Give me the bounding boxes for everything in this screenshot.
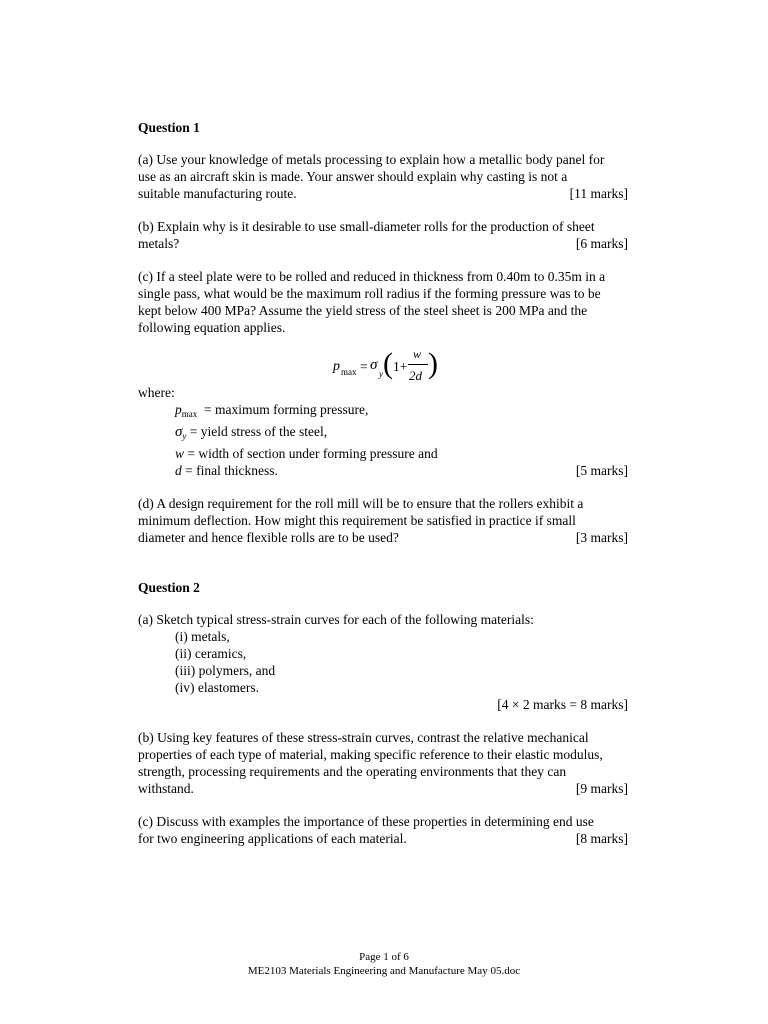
page-footer [0,950,768,978]
formula-left-paren: ( [383,347,393,380]
q1c-marks: [5 marks] [575,463,628,478]
q2-part-c [138,813,628,847]
q1a-marks: [11 marks] [569,186,628,201]
formula-max: max [341,367,357,377]
q1d-last-row [138,529,628,546]
formula-fraction-bar [408,364,428,365]
q1d-line-1: (d) A design requirement for the roll mill will be to ensure that the rollers exhibit a [138,496,584,511]
q2-part-b [138,729,628,797]
q1d-line-3: diameter and hence flexible rolls are to be used? [138,530,399,545]
q2b-line-1: (b) Using key features of these stress-strain curves, contrast the relative mechanical [138,730,589,745]
material-item: (ii) ceramics, [175,646,247,661]
formula-y: y [379,369,383,379]
document-filename: ME2103 Materials Engineering and Manufacture May 05.doc [247,965,521,977]
q2a-material-list [138,628,628,696]
formula-equals: = [360,359,368,374]
def-w-symbol: w [175,446,185,461]
def-d-symbol: d [175,463,182,478]
def-pmax-subscript: max [181,409,198,419]
q2b-last-row [138,780,628,797]
def-sigma-text: = yield stress of the steel, [186,424,328,439]
question-2-title: Question 2 [138,580,200,595]
q1-part-d [138,495,628,546]
q1b-marks: [6 marks] [575,236,628,251]
q1c-line-4: following equation applies. [138,320,286,335]
where-label: where: [138,385,175,400]
def-d-text: = final thickness. [181,463,278,478]
def-pmax [175,401,628,423]
formula-denominator: 2d [409,368,422,383]
material-item: (i) metals, [175,629,230,644]
formula-right-paren: ) [428,347,438,380]
q1c-line-3: kept below 400 MPa? Assume the yield stress of the steel sheet is 200 MPa and the [138,303,588,318]
q1b-line-1: (b) Explain why is it desirable to use small-diameter rolls for the production of sheet [138,219,595,234]
q1a-line-2: use as an aircraft skin is made. Your answer should explain why casting is not a [138,169,568,184]
q2-part-a [138,611,628,713]
q1d-line-2: minimum deflection. How might this requirement be satisfied in practice if small [138,513,576,528]
formula-p: p [333,359,340,374]
q1c-line-1: (c) If a steel plate were to be rolled and reduced in thickness from 0.40m to 0.35m in a [138,269,606,284]
q2a-marks: [4 × 2 marks = 8 marks] [497,697,628,712]
def-pmax-text: = maximum forming pressure, [197,402,369,417]
def-d [175,462,278,479]
q1c-line-2: single pass, what would be the maximum roll radius if the forming pressure was to be [138,286,601,301]
question-1-title: Question 1 [138,120,200,135]
q1a-line-3: suitable manufacturing route. [138,186,297,201]
q2b-line-4: withstand. [138,781,194,796]
max-pressure-formula [138,346,628,386]
q1d-marks: [3 marks] [575,530,628,545]
def-pmax-symbol: p [175,402,182,417]
def-w-text: = width of section under forming pressure and [184,446,438,461]
material-item: (iv) elastomers. [175,680,259,695]
def-sigma-symbol: σ [175,424,183,440]
q1-part-b [138,218,628,252]
def-sigma-subscript: y [182,431,187,441]
q2c-line-1: (c) Discuss with examples the importance of these properties in determining end use [138,814,594,829]
page-number: Page 1 of 6 [359,951,409,963]
q1b-line-2: metals? [138,236,180,251]
def-sigma [175,423,628,445]
variable-definitions [138,401,628,479]
formula-one-plus: 1+ [393,359,408,374]
q1-part-a [138,151,628,202]
q2c-marks: [8 marks] [575,831,628,846]
q2a-marks-row [138,696,628,713]
q2b-marks: [9 marks] [575,781,628,796]
q1a-line-1: (a) Use your knowledge of metals processing to explain how a metallic body panel for [138,152,605,167]
formula-numerator: w [413,347,422,361]
material-item: (iii) polymers, and [175,663,276,678]
def-d-row [175,462,628,479]
exam-content [138,119,628,847]
formula-sigma: σ [370,357,378,373]
q2a-line-1: (a) Sketch typical stress-strain curves for each of the following materials: [138,612,534,627]
q2c-last-row [138,830,628,847]
q1-part-c [138,268,628,336]
q2b-line-3: strength, processing requirements and the operating environments that they can [138,764,567,779]
def-w [175,445,628,462]
q2b-line-2: properties of each type of material, making specific reference to their elastic modulus, [138,747,603,762]
q2c-line-2: for two engineering applications of each material. [138,831,407,846]
q1b-last-row [138,235,628,252]
q1a-last-row [138,185,628,202]
